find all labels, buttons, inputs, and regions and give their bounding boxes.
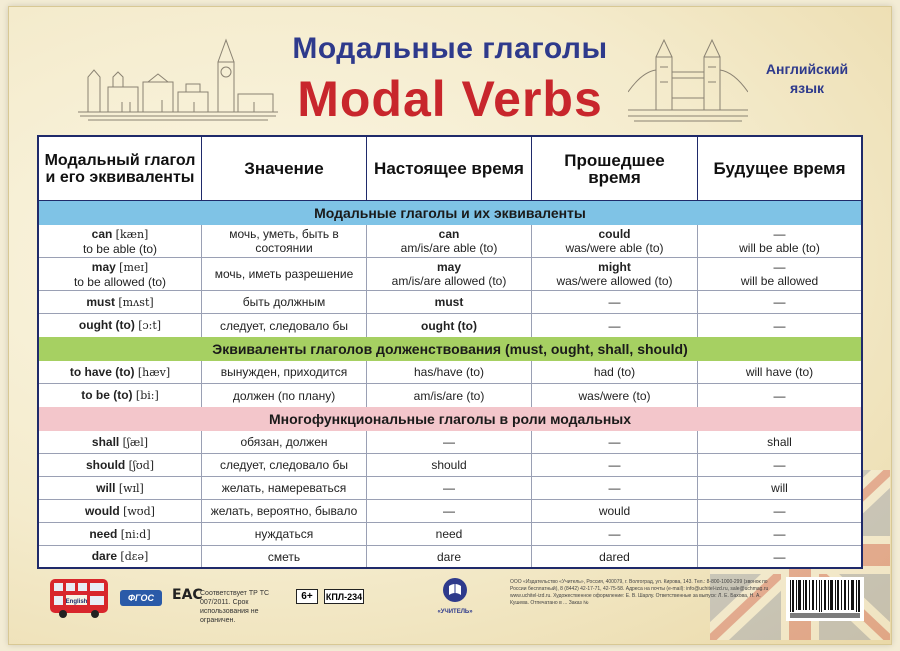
present-cell: — — [367, 431, 532, 453]
past-cell: had (to) — [532, 361, 698, 383]
title-english: Modal Verbs — [297, 71, 603, 127]
past-cell: — — [532, 291, 698, 313]
verb-transcription: [dɛə] — [120, 550, 149, 563]
future-form: — — [773, 260, 786, 274]
verb-name: may — [91, 259, 116, 274]
present-cell: dare — [367, 546, 532, 567]
present-cell: — — [367, 500, 532, 522]
publisher-emblem-icon — [442, 577, 468, 603]
bus-label: English — [65, 599, 88, 605]
verb-cell — [39, 361, 202, 383]
past-cell: — — [532, 477, 698, 499]
meaning-cell: мочь, уметь, быть в состоянии — [202, 225, 367, 257]
publisher-logo — [432, 577, 478, 615]
meaning-cell: следует, следовало бы — [202, 314, 367, 337]
past-equivalent: was/were able (to) — [565, 241, 664, 255]
compliance-text: Соответствует ТР ТС 007/2011. Срок использования не ограничен. — [200, 590, 270, 624]
table-row — [39, 225, 861, 258]
verb-cell — [39, 384, 202, 407]
verb-name: ought (to) — [78, 318, 135, 332]
future-cell: will — [771, 481, 788, 495]
verb-transcription: [kæn] — [115, 227, 149, 241]
present-cell: should — [367, 454, 532, 476]
present-equivalent: am/is/are allowed (to) — [391, 274, 507, 288]
section-header-obligation-equivalents: Эквиваленты глаголов долженствования (must, ought, shall, should) — [39, 337, 861, 361]
present-cell — [367, 314, 532, 337]
subject-label: Английский язык — [765, 61, 849, 96]
verb-name: should — [85, 457, 126, 472]
meaning-cell: желать, вероятно, бывало — [202, 500, 367, 522]
present-form: must — [434, 295, 464, 309]
eac-mark: EAC — [172, 587, 203, 603]
verb-cell — [39, 258, 202, 290]
past-cell: was/were (to) — [532, 384, 698, 407]
future-cell: — — [773, 527, 786, 541]
verb-equivalent: to be able (to) — [82, 241, 158, 256]
past-cell: dared — [532, 546, 698, 567]
fgos-logo: ФГОС — [120, 590, 162, 606]
verb-transcription: [ʃæl] — [122, 435, 149, 449]
table-row — [39, 477, 861, 500]
present-cell: has/have (to) — [367, 361, 532, 383]
present-cell — [367, 291, 532, 313]
footer — [40, 575, 870, 625]
table-row — [39, 258, 861, 291]
verb-cell — [39, 546, 202, 567]
table-header-row — [39, 137, 861, 201]
present-cell: am/is/are (to) — [367, 384, 532, 407]
past-form: might — [598, 260, 631, 274]
verb-transcription: [wɪl] — [118, 481, 144, 495]
future-cell: shall — [767, 435, 792, 449]
table-row — [39, 546, 861, 567]
verb-cell — [39, 454, 202, 476]
past-equivalent: was/were allowed (to) — [556, 274, 673, 288]
present-cell — [367, 258, 532, 290]
present-equivalent: am/is/are able (to) — [400, 241, 498, 255]
modal-verbs-table — [37, 135, 863, 569]
future-cell: — — [773, 318, 786, 333]
future-form: — — [773, 227, 786, 241]
past-cell: — — [532, 523, 698, 545]
present-form: may — [436, 260, 462, 274]
meaning-cell: мочь, иметь разрешение — [202, 258, 367, 290]
column-header-future: Будущее время — [713, 159, 846, 178]
verb-name: to be (to) — [81, 388, 133, 402]
verb-name: shall — [91, 434, 120, 449]
table-row — [39, 431, 861, 454]
future-cell — [698, 258, 861, 290]
table-row — [39, 361, 861, 384]
meaning-cell: нуждаться — [202, 523, 367, 545]
past-form: could — [598, 227, 631, 241]
past-cell: — — [532, 314, 698, 337]
present-form: can — [438, 227, 460, 241]
table-row — [39, 384, 861, 407]
table-row — [39, 291, 861, 314]
verb-cell — [39, 477, 202, 499]
age-rating-badge: 6+ — [296, 589, 318, 604]
future-cell: — — [773, 458, 786, 472]
verb-cell — [39, 500, 202, 522]
barcode-icon — [786, 577, 864, 621]
meaning-cell: быть должным — [202, 291, 367, 313]
present-cell: — — [367, 477, 532, 499]
past-cell: — — [532, 431, 698, 453]
verb-transcription: [bi:] — [135, 389, 159, 402]
past-cell: would — [532, 500, 698, 522]
verb-name: must — [86, 294, 116, 309]
section-header-modal-verbs: Модальные глаголы и их эквиваленты — [39, 201, 861, 225]
column-header-past: Прошедшее время — [532, 137, 698, 200]
future-cell: will have (to) — [745, 365, 814, 379]
verb-transcription: [hæv] — [137, 365, 171, 379]
table-row — [39, 454, 861, 477]
meaning-cell: следует, следовало бы — [202, 454, 367, 476]
verb-transcription: [mʌst] — [118, 295, 154, 309]
table-row — [39, 314, 861, 337]
table-row — [39, 500, 861, 523]
verb-transcription: [wʊd] — [123, 504, 155, 518]
verb-name: can — [91, 226, 113, 241]
verb-transcription: [meɪ] — [119, 260, 149, 274]
title-russian: Модальные глаголы — [292, 32, 608, 65]
future-equivalent: will be able (to) — [739, 241, 820, 255]
present-form: ought (to) — [421, 318, 477, 333]
future-cell: — — [773, 504, 786, 518]
future-cell — [698, 225, 861, 257]
verb-transcription: [ɔ:t] — [138, 319, 162, 332]
verb-cell — [39, 314, 202, 337]
column-header-present: Настоящее время — [367, 137, 532, 200]
meaning-cell: желать, намереваться — [202, 477, 367, 499]
publisher-name: «УЧИТЕЛЬ» — [437, 609, 473, 615]
publisher-address: ООО «Издательство «Учитель», Россия, 400079, г. Волгоград, ул. Кирова, 143. Тел.: 8-800-1000-299 (звонок по России бесплатный), 8 (8442) 42-17-71, 42-75-58. Адреса на почты (e-mail): info@uchitel-izd.ru, sale@uchmag.ru www.uchitel-izd.ru. Художественное оформление: Е. В. Шарлу. Ответственные за выпуск: Л. Е. Бахова, Н. А. Кушева. Отпечатано в ... Заказ № — [510, 579, 769, 606]
present-cell: need — [367, 523, 532, 545]
meaning-cell: вынужден, приходится — [202, 361, 367, 383]
verb-transcription: [ʃʊd] — [128, 458, 155, 472]
column-header-meaning: Значение — [202, 137, 367, 200]
column-header-verb: Модальный глагол и его эквиваленты — [39, 137, 202, 200]
verb-cell — [39, 225, 202, 257]
future-cell: — — [773, 549, 786, 564]
meaning-cell: должен (по плану) — [202, 384, 367, 407]
past-cell — [532, 225, 698, 257]
meaning-cell: сметь — [202, 546, 367, 567]
future-cell: — — [773, 295, 786, 309]
product-code-badge: КПЛ-234 — [324, 589, 364, 604]
future-equivalent: will be allowed — [740, 274, 819, 288]
table-row — [39, 523, 861, 546]
verb-name: dare — [91, 549, 118, 563]
verb-name: need — [89, 526, 118, 541]
verb-cell — [39, 291, 202, 313]
past-cell — [532, 258, 698, 290]
past-cell: — — [532, 454, 698, 476]
verb-name: to have (to) — [69, 364, 135, 379]
verb-cell — [39, 431, 202, 453]
double-decker-bus-icon — [48, 577, 110, 619]
present-cell — [367, 225, 532, 257]
verb-cell — [39, 523, 202, 545]
meaning-cell: обязан, должен — [202, 431, 367, 453]
future-cell: — — [773, 388, 786, 403]
verb-equivalent: to be allowed (to) — [73, 274, 167, 289]
verb-name: would — [85, 503, 120, 518]
verb-transcription: [ni:d] — [120, 527, 151, 541]
verb-name: will — [96, 480, 116, 495]
section-header-multifunctional-verbs: Многофункциональные глаголы в роли модальных — [39, 407, 861, 431]
